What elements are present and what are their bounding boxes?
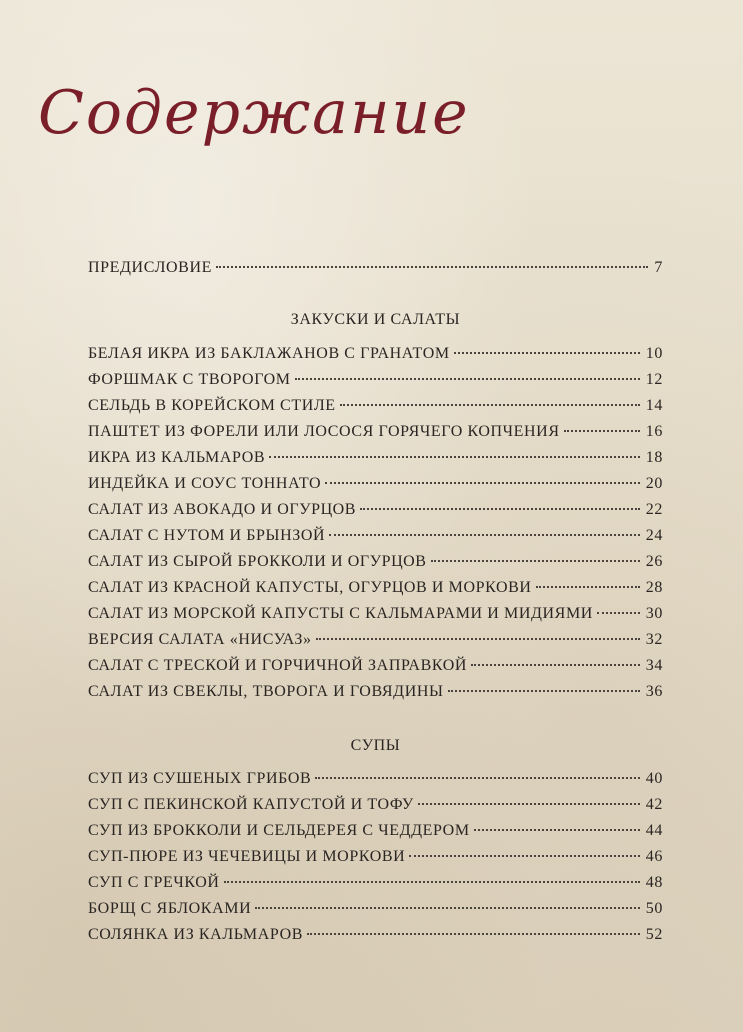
toc-entry-page: 24 xyxy=(645,527,663,544)
toc-entry-page: 46 xyxy=(645,848,663,865)
dot-leader xyxy=(474,829,640,831)
dot-leader xyxy=(316,638,640,640)
toc-entry[interactable] xyxy=(88,682,663,702)
toc-entry-title: САЛАТ ИЗ АВОКАДО И ОГУРЦОВ xyxy=(88,501,357,518)
toc-entry-page: 16 xyxy=(645,423,663,440)
toc-entry-title: ПРЕДИСЛОВИЕ xyxy=(88,259,212,276)
toc-entry-title: САЛАТ ИЗ КРАСНОЙ КАПУСТЫ, ОГУРЦОВ И МОРКОВИ xyxy=(88,579,532,596)
toc-entry-page: 22 xyxy=(645,501,663,518)
toc-entry-title: СУП С ПЕКИНСКОЙ КАПУСТОЙ И ТОФУ xyxy=(88,796,414,813)
toc-entry-page: 50 xyxy=(645,900,663,917)
dot-leader xyxy=(216,266,648,268)
toc-entry-title: СУП С ГРЕЧКОЙ xyxy=(88,874,220,891)
dot-leader xyxy=(536,586,640,588)
toc-entry[interactable] xyxy=(88,344,663,364)
toc-entry-title: СЕЛЬДЬ В КОРЕЙСКОМ СТИЛЕ xyxy=(88,397,336,414)
toc-entry[interactable] xyxy=(88,656,663,676)
toc-entry[interactable] xyxy=(88,396,663,416)
toc-entry[interactable] xyxy=(88,422,663,442)
toc-entry-title: БОРЩ С ЯБЛОКАМИ xyxy=(88,900,252,917)
toc-entry-page: 14 xyxy=(645,397,663,414)
toc-entry-page: 7 xyxy=(654,259,663,276)
toc-entry-page: 12 xyxy=(645,371,663,388)
toc-entry-page: 52 xyxy=(645,926,663,943)
toc-entry[interactable] xyxy=(88,500,663,520)
dot-leader xyxy=(315,777,640,779)
toc-entry[interactable] xyxy=(88,526,663,546)
toc-entry[interactable] xyxy=(88,847,663,867)
toc-entry-title: ВЕРСИЯ САЛАТА «НИСУАЗ» xyxy=(88,631,312,648)
toc-entry[interactable] xyxy=(88,448,663,468)
section-heading-soups: СУПЫ xyxy=(350,737,401,754)
dot-leader xyxy=(471,664,640,666)
toc-entry-page: 42 xyxy=(645,796,663,813)
page-title: Содержание xyxy=(38,78,470,148)
toc-entry-title: ИКРА ИЗ КАЛЬМАРОВ xyxy=(88,449,266,466)
dot-leader xyxy=(307,933,640,935)
dot-leader xyxy=(255,907,640,909)
toc-entry-page: 20 xyxy=(645,475,663,492)
toc-entry[interactable] xyxy=(88,578,663,598)
toc-entry[interactable] xyxy=(88,604,663,624)
toc-entry[interactable] xyxy=(88,925,663,945)
toc-entry-page: 10 xyxy=(645,345,663,362)
toc-entry-page: 48 xyxy=(645,874,663,891)
toc-entry-page: 44 xyxy=(645,822,663,839)
toc-entry[interactable] xyxy=(88,769,663,789)
toc-entry-title: БЕЛАЯ ИКРА ИЗ БАКЛАЖАНОВ С ГРАНАТОМ xyxy=(88,345,450,362)
dot-leader xyxy=(360,508,640,510)
dot-leader xyxy=(597,612,640,614)
dot-leader xyxy=(431,560,640,562)
toc-entry-title: ИНДЕЙКА И СОУС ТОННАТО xyxy=(88,475,322,492)
toc-entry-page: 18 xyxy=(645,449,663,466)
dot-leader xyxy=(418,803,640,805)
dot-leader xyxy=(295,378,640,380)
toc-entry[interactable] xyxy=(88,630,663,650)
dot-leader xyxy=(329,534,640,536)
toc-entry[interactable] xyxy=(88,474,663,494)
toc-entry-preface[interactable] xyxy=(88,258,663,278)
toc-entry-title: СУП-ПЮРЕ ИЗ ЧЕЧЕВИЦЫ И МОРКОВИ xyxy=(88,848,406,865)
toc-entry-title: САЛАТ ИЗ СЫРОЙ БРОККОЛИ И ОГУРЦОВ xyxy=(88,553,427,570)
toc-entry-title: СОЛЯНКА ИЗ КАЛЬМАРОВ xyxy=(88,926,304,943)
dot-leader xyxy=(269,456,640,458)
dot-leader xyxy=(325,482,640,484)
toc-entry-title: САЛАТ С НУТОМ И БРЫНЗОЙ xyxy=(88,527,326,544)
toc-entry-page: 30 xyxy=(645,605,663,622)
toc-entry[interactable] xyxy=(88,552,663,572)
toc-entry-page: 40 xyxy=(645,770,663,787)
toc-entry[interactable] xyxy=(88,821,663,841)
dot-leader xyxy=(409,855,640,857)
toc-entry[interactable] xyxy=(88,899,663,919)
dot-leader xyxy=(224,881,640,883)
toc-entry-title: СУП ИЗ БРОККОЛИ И СЕЛЬДЕРЕЯ С ЧЕДДЕРОМ xyxy=(88,822,470,839)
dot-leader xyxy=(340,404,640,406)
dot-leader xyxy=(448,690,640,692)
dot-leader xyxy=(564,430,640,432)
section-heading-appetizers: ЗАКУСКИ И САЛАТЫ xyxy=(290,311,461,328)
toc-entry-title: САЛАТ ИЗ МОРСКОЙ КАПУСТЫ С КАЛЬМАРАМИ И МИДИЯМИ xyxy=(88,605,593,622)
toc-entry-title: ПАШТЕТ ИЗ ФОРЕЛИ ИЛИ ЛОСОСЯ ГОРЯЧЕГО КОПЧЕНИЯ xyxy=(88,423,560,440)
toc-entry[interactable] xyxy=(88,370,663,390)
toc-entry-page: 26 xyxy=(645,553,663,570)
toc-entry-page: 34 xyxy=(645,657,663,674)
toc-entry-title: ФОРШМАК С ТВОРОГОМ xyxy=(88,371,291,388)
toc-entry-title: СУП ИЗ СУШЕНЫХ ГРИБОВ xyxy=(88,770,312,787)
toc-entry[interactable] xyxy=(88,795,663,815)
toc-entry-title: САЛАТ С ТРЕСКОЙ И ГОРЧИЧНОЙ ЗАПРАВКОЙ xyxy=(88,657,468,674)
toc-entry-page: 36 xyxy=(645,683,663,700)
toc-entry-page: 28 xyxy=(645,579,663,596)
toc-entry-title: САЛАТ ИЗ СВЕКЛЫ, ТВОРОГА И ГОВЯДИНЫ xyxy=(88,683,444,700)
toc-entry[interactable] xyxy=(88,873,663,893)
toc-entry-page: 32 xyxy=(645,631,663,648)
dot-leader xyxy=(454,352,640,354)
